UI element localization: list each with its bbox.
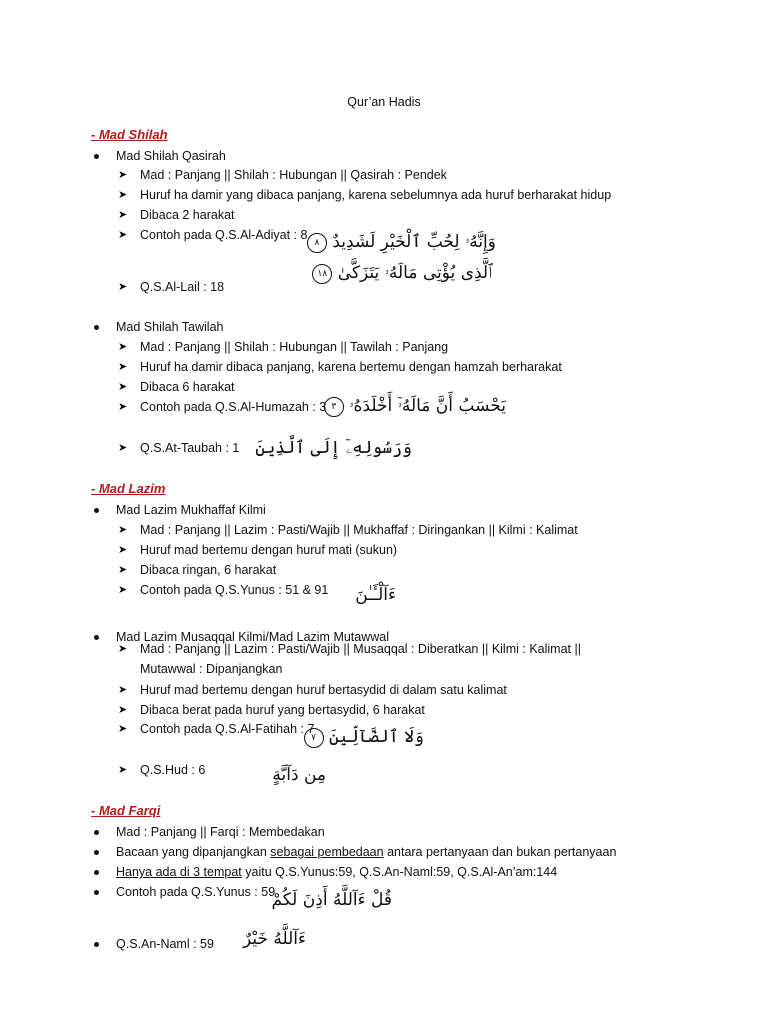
arabic-text: وَإِنَّهُۥ لِحُبِّ ٱلْخَيْرِ لَشَدِيدٌ <box>332 232 496 252</box>
text-run: yaitu Q.S.Yunus:59, Q.S.An-Naml:59, Q.S.Al-An’am:144 <box>241 865 558 879</box>
list-item <box>116 844 616 860</box>
list-item <box>116 864 557 880</box>
list-item: Mad : Panjang || Lazim : Pasti/Wajib || Musaqqal : Diberatkan || Kilmi : Kalimat || <box>140 642 581 656</box>
arabic-verse <box>230 928 306 950</box>
bullet-icon <box>94 890 99 895</box>
list-item-continuation: Mutawwal : Dipanjangkan <box>140 662 283 676</box>
list-item: Huruf ha damir yang dibaca panjang, karena sebelumnya ada huruf berharakat hidup <box>140 188 612 202</box>
list-item: Contoh pada Q.S.Al-Humazah : 3 <box>140 400 327 414</box>
bullet-icon <box>94 635 99 640</box>
arabic-text: وَلَا ٱلضَّآلِّينَ <box>328 727 424 747</box>
arabic-text: قُلْ ءَآللَّهُ أَذِنَ لَكُمْ <box>271 890 392 910</box>
list-item: Huruf ha damir dibaca panjang, karena bertemu dengan hamzah berharakat <box>140 360 562 374</box>
list-item-heading: Mad Lazim Musaqqal Kilmi/Mad Lazim Mutawwal <box>116 630 390 644</box>
arrow-bullet-icon: ➤ <box>118 442 128 454</box>
arabic-text: ءَآلْـَٔـٰنَ <box>355 585 396 605</box>
list-item: Q.S.An-Naml : 59 <box>116 937 214 951</box>
bullet-icon <box>94 870 99 875</box>
arrow-bullet-icon: ➤ <box>118 544 128 556</box>
arrow-bullet-icon: ➤ <box>118 381 128 393</box>
list-item: Mad : Panjang || Shilah : Hubungan || Tawilah : Panjang <box>140 340 449 354</box>
list-item: Dibaca ringan, 6 harakat <box>140 563 277 577</box>
list-item: Contoh pada Q.S.Yunus : 59 <box>116 885 276 899</box>
arabic-text: ءَآللَّهُ خَيْرٌ <box>242 929 306 949</box>
underlined-text: sebagai pembedaan <box>270 845 384 859</box>
arrow-bullet-icon: ➤ <box>118 169 128 181</box>
list-item: Contoh pada Q.S.Al-Adiyat : 8 <box>140 228 308 242</box>
arrow-bullet-icon: ➤ <box>118 643 128 655</box>
list-item-heading: Mad Lazim Mukhaffaf Kilmi <box>116 503 266 517</box>
page-title: Qur’an Hadis <box>347 95 421 109</box>
ayah-number-icon: ١٨ <box>312 264 332 284</box>
arabic-verse <box>230 764 326 786</box>
list-item: Q.S.At-Taubah : 1 <box>140 441 240 455</box>
list-item: Mad : Panjang || Farqi : Membedakan <box>116 825 325 839</box>
list-item: Contoh pada Q.S.Yunus : 51 & 91 <box>140 583 329 597</box>
arabic-verse <box>331 395 506 417</box>
arabic-text: وَرَسُولِهِۦٓ إِلَى ٱلَّذِينَ <box>255 438 412 458</box>
arabic-verse <box>314 231 496 253</box>
arrow-bullet-icon: ➤ <box>118 209 128 221</box>
section-heading-mad-lazim: - Mad Lazim <box>91 481 166 496</box>
arabic-verse <box>271 889 392 911</box>
arrow-bullet-icon: ➤ <box>118 401 128 413</box>
ayah-number-icon: ٧ <box>304 728 324 748</box>
arrow-bullet-icon: ➤ <box>118 189 128 201</box>
section-heading-mad-shilah: - Mad Shilah <box>91 127 168 142</box>
arabic-verse <box>340 584 396 606</box>
list-item: Mad : Panjang || Shilah : Hubungan || Qasirah : Pendek <box>140 168 447 182</box>
arrow-bullet-icon: ➤ <box>118 584 128 596</box>
bullet-icon <box>94 154 99 159</box>
arabic-text: مِن دَآبَّةٍ <box>272 765 326 785</box>
arrow-bullet-icon: ➤ <box>118 564 128 576</box>
list-item: Dibaca berat pada huruf yang bertasydid, 6 harakat <box>140 703 425 717</box>
arrow-bullet-icon: ➤ <box>118 764 128 776</box>
list-item: Huruf mad bertemu dengan huruf bertasydid di dalam satu kalimat <box>140 683 507 697</box>
bullet-icon <box>94 508 99 513</box>
arrow-bullet-icon: ➤ <box>118 229 128 241</box>
list-item: Q.S.Al-Lail : 18 <box>140 280 225 294</box>
arrow-bullet-icon: ➤ <box>118 341 128 353</box>
list-item-heading: Mad Shilah Qasirah <box>116 149 226 163</box>
arrow-bullet-icon: ➤ <box>118 704 128 716</box>
ayah-number-icon: ٨ <box>307 233 327 253</box>
arrow-bullet-icon: ➤ <box>118 361 128 373</box>
arrow-bullet-icon: ➤ <box>118 524 128 536</box>
arabic-verse <box>311 726 424 748</box>
ayah-number-icon: ٣ <box>324 397 344 417</box>
bullet-icon <box>94 325 99 330</box>
list-item: Dibaca 2 harakat <box>140 208 235 222</box>
arabic-text: ٱلَّذِى يُؤْتِى مَالَهُۥ يَتَزَكَّىٰ <box>337 263 492 283</box>
list-item-heading: Mad Shilah Tawilah <box>116 320 224 334</box>
list-item: Contoh pada Q.S.Al-Fatihah : 7 <box>140 722 315 736</box>
text-run: Bacaan yang dipanjangkan <box>116 845 271 859</box>
arrow-bullet-icon: ➤ <box>118 281 128 293</box>
list-item: Huruf mad bertemu dengan huruf mati (sukun) <box>140 543 398 557</box>
bullet-icon <box>94 830 99 835</box>
bullet-icon <box>94 942 99 947</box>
section-heading-mad-farqi: - Mad Farqi <box>91 803 161 818</box>
bullet-icon <box>94 850 99 855</box>
arabic-verse <box>255 437 412 459</box>
arabic-text: يَحْسَبُ أَنَّ مَالَهُۥٓ أَخْلَدَهُۥ <box>349 396 506 416</box>
list-item: Q.S.Hud : 6 <box>140 763 206 777</box>
arabic-verse <box>317 262 492 284</box>
arrow-bullet-icon: ➤ <box>118 723 128 735</box>
text-run: antara pertanyaan dan bukan pertanyaan <box>383 845 617 859</box>
list-item: Dibaca 6 harakat <box>140 380 235 394</box>
underlined-text: Hanya ada di 3 tempat <box>116 865 242 879</box>
list-item: Mad : Panjang || Lazim : Pasti/Wajib || Mukhaffaf : Diringankan || Kilmi : Kalimat <box>140 523 578 537</box>
arrow-bullet-icon: ➤ <box>118 684 128 696</box>
